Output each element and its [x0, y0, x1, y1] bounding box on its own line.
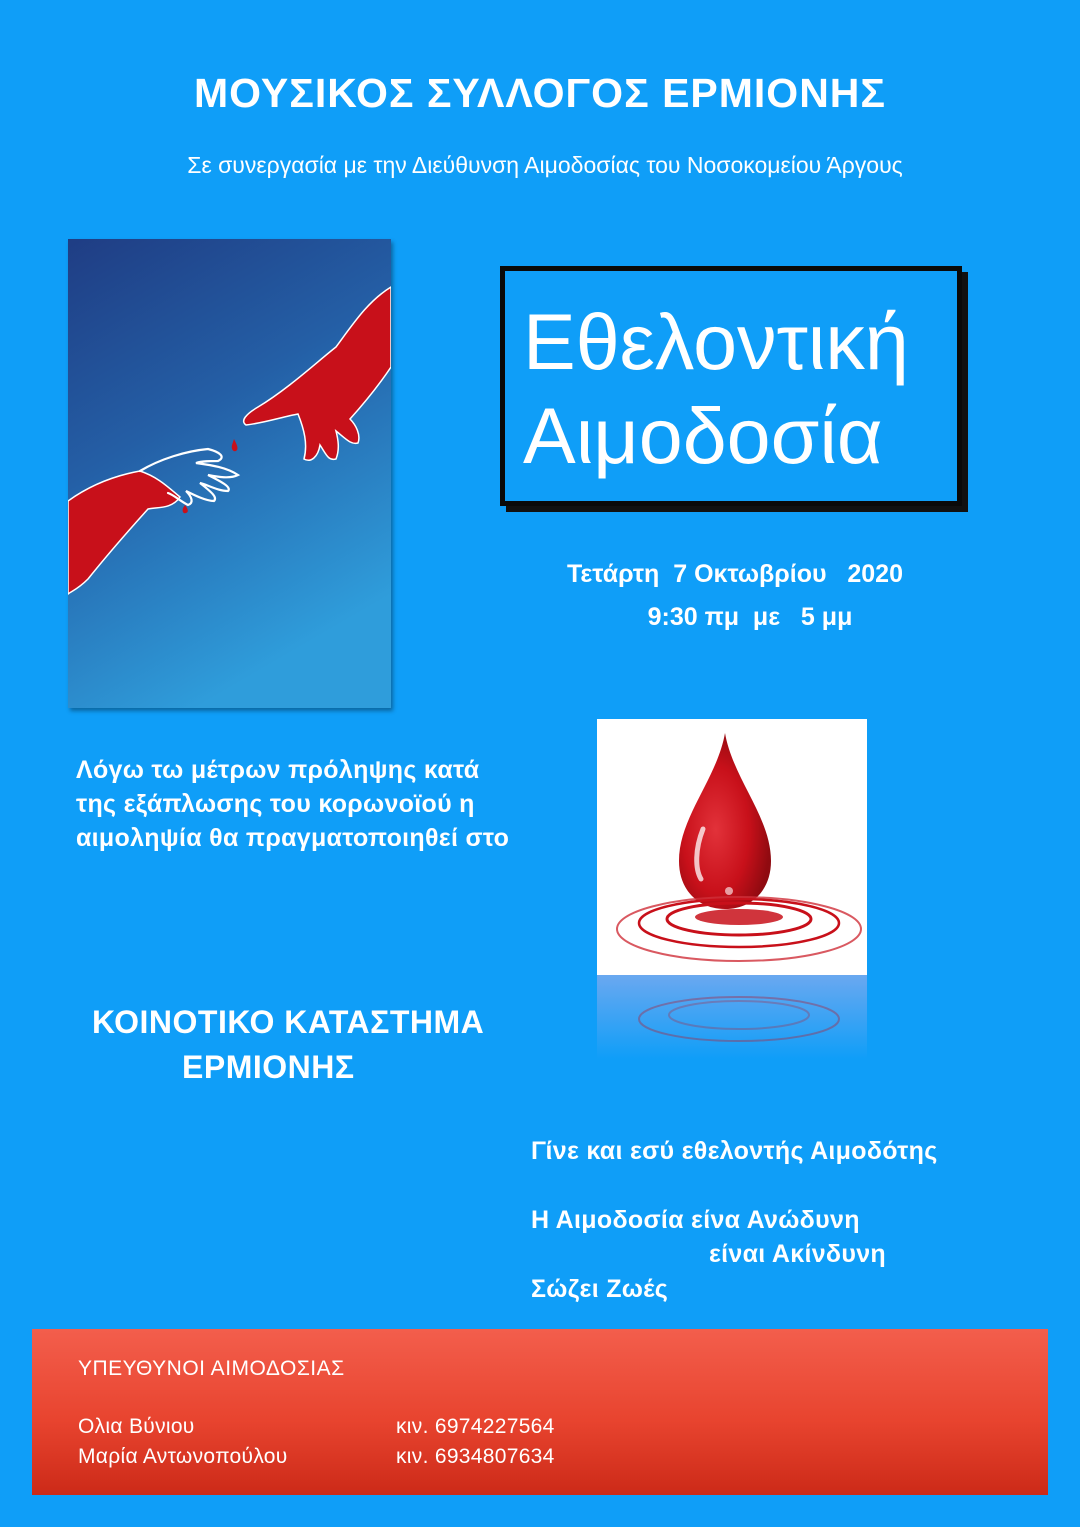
- slogan-line3: Σώζει Ζωές: [531, 1275, 669, 1303]
- notice-line2: της εξάπλωσης του κορωνοϊού η: [76, 790, 475, 818]
- blood-drop-illustration: [597, 719, 867, 1059]
- notice-text: [76, 753, 596, 855]
- hands-illustration: [68, 239, 391, 708]
- event-title: [523, 295, 909, 483]
- slogan-line2: είναι Ακίνδυνη: [709, 1240, 886, 1268]
- organization-title: ΜΟΥΣΙΚΟΣ ΣΥΛΛΟΓΟΣ ΕΡΜΙΟΝΗΣ: [193, 70, 887, 116]
- collaboration-subtitle: Σε συνεργασία με την Διεύθυνση Αιμοδοσίας του Νοσοκομείου Άργους: [187, 152, 903, 178]
- notice-line3: αιμοληψία θα πραγματοποιηθεί στο: [76, 824, 510, 852]
- event-time: 9:30 πμ με 5 μμ: [647, 603, 853, 631]
- event-title-line1: Εθελοντική: [523, 297, 909, 386]
- contacts-panel: [32, 1329, 1048, 1495]
- event-date: Τετάρτη 7 Οκτωβρίου 2020: [567, 560, 903, 588]
- venue-line1: ΚΟΙΝΟΤΙΚΟ ΚΑΤΑΣΤΗΜΑ: [92, 1004, 485, 1040]
- slogan-line1: Η Αιμοδοσία είνα Ανώδυνη: [531, 1206, 860, 1234]
- contact-phone[interactable]: κιν. 6934807634: [396, 1445, 555, 1468]
- contact-phone[interactable]: κιν. 6974227564: [396, 1415, 555, 1438]
- call-to-action: Γίνε και εσύ εθελοντής Αιμοδότης: [531, 1137, 938, 1165]
- contacts-heading: ΥΠΕΥΘΥΝΟΙ ΑΙΜΟΔΟΣΙΑΣ: [78, 1357, 345, 1380]
- notice-line1: Λόγω τω μέτρων πρόληψης κατά: [76, 756, 480, 784]
- venue-line2: ΕΡΜΙΟΝΗΣ: [182, 1049, 355, 1085]
- contact-name: Ολια Βύνιου: [78, 1415, 195, 1438]
- contact-name: Μαρία Αντωνοπούλου: [78, 1445, 288, 1468]
- event-title-box: [500, 266, 962, 506]
- event-title-line2: Αιμοδοσία: [523, 391, 883, 480]
